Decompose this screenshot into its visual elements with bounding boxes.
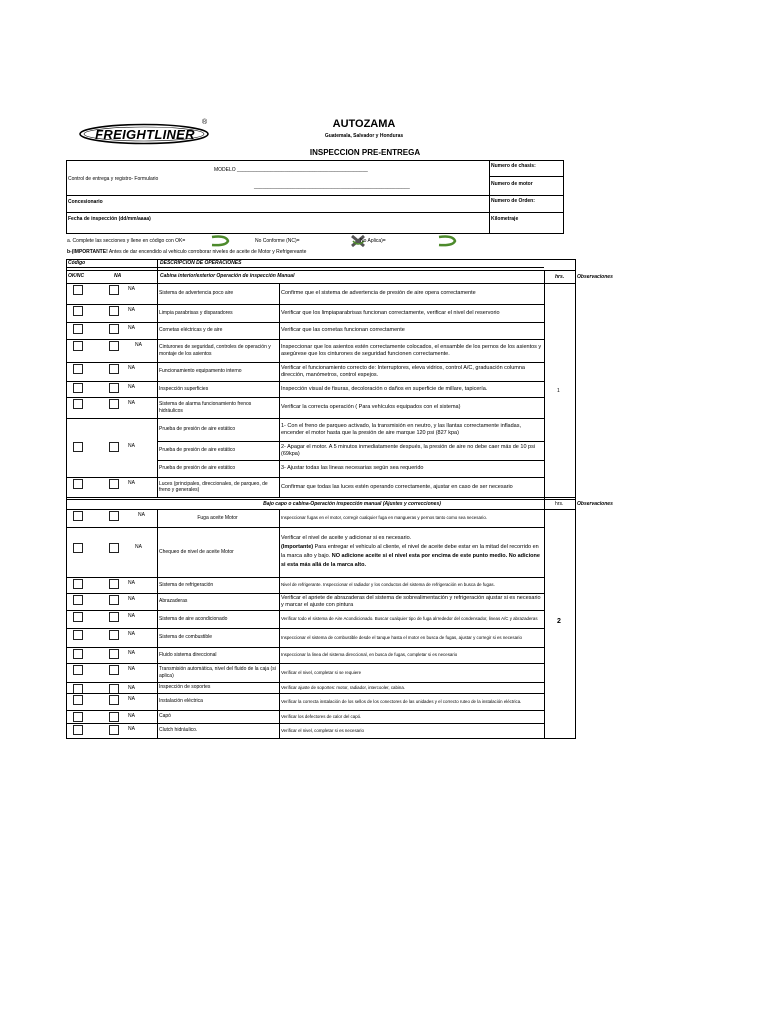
na-label: NA <box>128 696 135 702</box>
item-description <box>281 577 543 593</box>
na-label: NA <box>128 365 135 371</box>
ok-nc-checkbox[interactable] <box>73 341 83 351</box>
na-checkbox[interactable] <box>109 695 119 705</box>
na-checkbox[interactable] <box>109 595 119 605</box>
item-description <box>281 693 543 710</box>
company-subtitle: Guatemala, Salvador y Honduras <box>324 133 404 139</box>
na-label: NA <box>128 384 135 390</box>
item-description <box>281 418 543 441</box>
item-text: Inspección de soportes <box>159 684 211 691</box>
item-text: Prueba de presión de aire estático <box>159 426 236 433</box>
na-label: NA <box>135 342 142 348</box>
item-description <box>281 304 543 322</box>
description-text: Verificar todo el sistema de Aire Acondicionado. Buscar cualquier tipo de fuga alrrededor del condensador, lineas A/C y abrazaderas <box>281 616 538 622</box>
na-checkbox[interactable] <box>109 612 119 622</box>
item-description <box>281 682 543 693</box>
item-name <box>159 663 276 682</box>
item-text: Fuga aceite Motor <box>197 514 238 521</box>
control-label: Control de entrega y registro- Formulario <box>68 176 159 182</box>
ok-nc-checkbox[interactable] <box>73 612 83 622</box>
description-text: Verificar el funcionamiento correcto de: Interruptores, eleva vidrios, control A/C, graduación columna dirección, manómetros, control espejos. <box>281 364 525 378</box>
instr-nc: No Conforme (NC)= <box>255 238 300 244</box>
observaciones-header: Observaciones <box>577 274 613 280</box>
item-name <box>159 381 276 397</box>
na-checkbox[interactable] <box>109 341 119 351</box>
item-description <box>281 381 543 397</box>
ok-nc-checkbox[interactable] <box>73 543 83 553</box>
instr-important-text: Antes de dar encendido al vehiculo corroborar niveles de aceite de Motor y Refrigereante <box>107 249 307 255</box>
na-arrow-icon <box>437 235 459 247</box>
registered-mark: ® <box>202 119 208 126</box>
item-description <box>281 477 543 497</box>
description-text: Verificar el nivel, completar si es necesario <box>281 727 364 733</box>
item-text: Chequeo de nivel de aceite Motor <box>159 548 234 555</box>
item-description <box>281 509 543 527</box>
description-text: Inspección visual de fisuras, decoloración o daños en superficie de millare, tapicería. <box>281 385 488 392</box>
ok-nc-checkbox[interactable] <box>73 442 83 452</box>
description-text: Verificar los defectores de calor del capó. <box>281 713 362 719</box>
na-label: NA <box>128 480 135 486</box>
description-text: Inspeccionar fugas en el motor, corregir cualquier fuga en mangueras y pernos tanto como sea necesario. <box>281 515 487 521</box>
item-name <box>159 693 276 710</box>
item-name <box>159 610 276 628</box>
description-text: 3- Ajustar todas las lineas necesarias según sea requerido <box>281 465 424 471</box>
item-text: Sistema de refrigeración <box>159 581 214 588</box>
description-text: Verificar el nivel de aceite y adicionar si es necesario. <box>281 535 412 541</box>
description-text: Inspeccionar que los asientos estén correctamente colocados, el ensamble de los pernos de los asientos y asegúrese que los cinturones de seguridad funcionen correctamente. <box>281 343 542 357</box>
instruction-line2 <box>67 249 306 256</box>
ok-nc-checkbox[interactable] <box>73 383 83 393</box>
description-text: Confirmar que todas las luces estén operando correctamente, ajustar en caso de ser necesario <box>281 483 513 490</box>
ok-nc-checkbox[interactable] <box>73 479 83 489</box>
item-description <box>281 723 543 738</box>
na-checkbox[interactable] <box>109 442 119 452</box>
instruction-line1 <box>67 238 487 248</box>
chasis-label[interactable]: Numero de chasis: <box>491 163 536 169</box>
description-text: Verificar ajuste de soportes: motor, radiador, intercooler, cabina. <box>281 684 405 690</box>
item-description <box>281 663 543 682</box>
item-description <box>281 460 543 477</box>
ok-nc-checkbox[interactable] <box>73 364 83 374</box>
item-description <box>281 610 543 628</box>
item-text: Prueba de presión de aire estático <box>159 465 236 472</box>
item-text: Prueba de presión de aire estático <box>159 447 236 454</box>
description-text: Inspeccionar el sistema de combustible desde el tanque hasta el motor en busca de fugas, ajustar y corregir si es necesario <box>281 634 522 640</box>
codigo-header: Código <box>68 260 86 266</box>
na-label: NA <box>135 544 142 550</box>
na-header: NA <box>114 273 122 279</box>
ok-nc-checkbox[interactable] <box>73 579 83 589</box>
na-label: NA <box>128 325 135 331</box>
item-description <box>281 339 543 362</box>
item-name <box>159 460 276 477</box>
freightliner-logo <box>78 119 214 145</box>
na-checkbox[interactable] <box>109 712 119 722</box>
na-checkbox[interactable] <box>109 579 119 589</box>
na-label: NA <box>128 650 135 656</box>
item-text: Clutch hidráulico. <box>159 727 198 734</box>
form-title: INSPECCION PRE-ENTREGA <box>309 148 421 157</box>
ok-arrow-icon <box>210 235 232 247</box>
item-name <box>159 322 276 339</box>
na-label: NA <box>128 713 135 719</box>
na-checkbox[interactable] <box>109 543 119 553</box>
na-checkbox[interactable] <box>109 399 119 409</box>
item-text: Sistema de advertencia poco aire <box>159 290 234 297</box>
na-checkbox[interactable] <box>109 649 119 659</box>
instr-important: b-(IMPORTANTE! <box>67 249 108 255</box>
description-text: Verificar que los limpiaparabrisas funcionan correctamente, verificar el nivel del reservorio <box>281 309 500 316</box>
item-description <box>281 710 543 723</box>
ok-nc-checkbox[interactable] <box>73 649 83 659</box>
description-text: 1- Con el freno de parqueo activado, la transmisión en neutro, y las llantas correctamente infladas, encender el motor hasta que la presión de aire marque 120 psi (827 kpa) <box>281 422 521 436</box>
ok-nc-checkbox[interactable] <box>73 306 83 316</box>
item-text: Sistema de alarma funcionamiento frenos hidráulicos <box>159 401 252 414</box>
item-name <box>159 593 276 610</box>
oknc-header: OK/NC <box>68 273 85 279</box>
item-name <box>159 527 276 577</box>
item-name <box>159 682 276 693</box>
item-name <box>159 362 276 381</box>
hrs2-header: hrs. <box>555 501 564 507</box>
na-label: NA <box>128 580 135 586</box>
ok-nc-checkbox[interactable] <box>73 712 83 722</box>
descripcion-header: DESCRIPCION DE OPERACIONES <box>160 260 242 266</box>
na-label: NA <box>128 400 135 406</box>
item-description <box>281 593 543 610</box>
hrs2-value: 2 <box>557 618 561 625</box>
na-checkbox[interactable] <box>109 383 119 393</box>
na-label: NA <box>128 596 135 602</box>
description-text: 2- Apagar el motor. A 5 minutos inmediatamente después, la presión de aire no debe caer más de 10 psi (69kpa) <box>281 443 536 457</box>
item-name <box>159 577 276 593</box>
item-name <box>159 339 276 362</box>
item-description <box>281 647 543 663</box>
na-label: NA <box>128 307 135 313</box>
ok-nc-checkbox[interactable] <box>73 695 83 705</box>
na-checkbox[interactable] <box>109 479 119 489</box>
concesionario-label[interactable]: Concesionario <box>68 199 103 205</box>
description-text: Verificar el apriete de abrazaderas del sistema de sobrealimentación y refrigeración ajustar si es necesario y marcar el ajuste con pintura <box>281 594 541 608</box>
item-description <box>281 441 543 460</box>
instr-ok: a. Complete las secciones y llene en código con OK= <box>67 238 186 244</box>
na-label: NA <box>128 443 135 449</box>
item-text: Fluido sistema direccional <box>159 651 217 658</box>
description-text: Confirme que el sistema de advertencia de presión de aire opera correctamente <box>281 290 476 296</box>
item-name <box>159 397 276 418</box>
company-name: AUTOZAMA <box>332 118 396 130</box>
hrs-header: hrs. <box>555 274 565 280</box>
item-name <box>159 647 276 663</box>
description-text: Verificar el nivel, completar si se requiere <box>281 669 362 675</box>
item-name <box>159 509 276 527</box>
na-label: NA <box>128 286 135 292</box>
description-text: Nivel de refrigerante. Inspeccionar el radiador y los conductos del sistema de refrigeración en busca de fugas. <box>281 582 495 588</box>
important-warning: NO adicione aceite si el nivel esta por encima de este punto medio. No adicione si esta más allá de la marca alto. <box>281 553 540 568</box>
ok-nc-checkbox[interactable] <box>73 630 83 640</box>
na-label: NA <box>128 726 135 732</box>
item-name <box>159 304 276 322</box>
na-checkbox[interactable] <box>109 511 119 521</box>
item-description <box>281 283 543 304</box>
item-text: Sistema de aire acondicionado <box>159 615 228 622</box>
item-description <box>281 322 543 339</box>
item-text: Inspección superficies <box>159 385 209 392</box>
na-checkbox[interactable] <box>109 285 119 295</box>
blank-line[interactable]: ________________________________________________________ <box>254 184 410 190</box>
instr-na: No Aplica)= <box>360 238 386 244</box>
item-description <box>281 362 543 381</box>
item-name <box>159 723 276 738</box>
hrs1-value: 1 <box>557 388 560 394</box>
item-name <box>159 710 276 723</box>
ok-nc-checkbox[interactable] <box>73 665 83 675</box>
description-text: Verificar que las cornetas funcionan correctamente <box>281 327 405 333</box>
ok-nc-checkbox[interactable] <box>73 725 83 735</box>
item-name <box>159 628 276 647</box>
item-text: Limpia parabrisas y disparadores <box>159 309 233 316</box>
ok-nc-checkbox[interactable] <box>73 511 83 521</box>
ok-nc-checkbox[interactable] <box>73 285 83 295</box>
item-name <box>159 283 276 304</box>
na-checkbox[interactable] <box>109 306 119 316</box>
item-text: Cinturones de seguridad, controles de operación y montaje de los asientos <box>159 344 271 357</box>
item-text: Instalación eléctrica <box>159 698 203 705</box>
item-name <box>159 477 276 497</box>
item-text: Funcionamiento equipamento interno <box>159 368 242 375</box>
na-label: NA <box>128 613 135 619</box>
orden-label[interactable]: Numero de Orden: <box>491 198 535 204</box>
na-checkbox[interactable] <box>109 630 119 640</box>
description-text: Para entregar el vehiculo al cliente, el nivel de aceite debe estar en la mitad del recorrido en la marca alto y bajo. <box>281 544 539 559</box>
item-text: Luces (principales, direccionales, de parqueo, de freno y generales) <box>159 480 268 493</box>
logo-text: FREIGHTLINER <box>95 127 195 142</box>
item-text: Transmisión automática, nivel del fluido de la caja (si aplica) <box>159 666 276 679</box>
section1-title: Cabina interior/exterior Operación de inspección Manual <box>160 273 295 279</box>
na-checkbox[interactable] <box>109 665 119 675</box>
na-checkbox[interactable] <box>109 725 119 735</box>
ok-nc-checkbox[interactable] <box>73 399 83 409</box>
item-description <box>281 628 543 647</box>
important-label: (Importante) <box>281 544 314 550</box>
item-name <box>159 418 276 441</box>
item-name <box>159 441 276 460</box>
ok-nc-checkbox[interactable] <box>73 324 83 334</box>
na-label: NA <box>128 685 135 691</box>
fecha-label[interactable]: Fecha de inspección (dd/mm/aaaa) <box>68 216 151 222</box>
na-label: NA <box>138 512 145 518</box>
item-text: Abrazaderas <box>159 598 188 605</box>
item-description <box>281 397 543 418</box>
item-text: Cornetas eléctricas y de aire <box>159 327 223 334</box>
item-text: Sistema de combustible <box>159 634 213 641</box>
kilometraje-label[interactable]: Kilometraje <box>491 216 519 222</box>
description-text: Verificar la correcta instalación de los sellos de los conectores de las unidades y el correcto ruteo de la instalación eléctrica. <box>281 698 522 704</box>
observaciones2-header: Observaciones <box>577 501 613 507</box>
item-text: Capó <box>159 713 171 720</box>
motor-label[interactable]: Numero de motor <box>491 181 533 187</box>
ok-nc-checkbox[interactable] <box>73 595 83 605</box>
na-checkbox[interactable] <box>109 364 119 374</box>
description-text: Inspeccionar la linea del sistema direccional, en busca de fugas, completar si es necesario <box>281 652 458 658</box>
item-description <box>281 527 543 577</box>
description-text: Verificar la correcta operación ( Para vehículos equipados con el sistema) <box>281 404 461 410</box>
na-label: NA <box>128 631 135 637</box>
section2-title: Bajo capo o cabina-Operación inspección manual (Ajustes y correcciones) <box>263 501 441 507</box>
na-label: NA <box>128 666 135 672</box>
na-checkbox[interactable] <box>109 324 119 334</box>
modelo-field[interactable]: MODELO _______________________________________________ <box>214 167 368 173</box>
